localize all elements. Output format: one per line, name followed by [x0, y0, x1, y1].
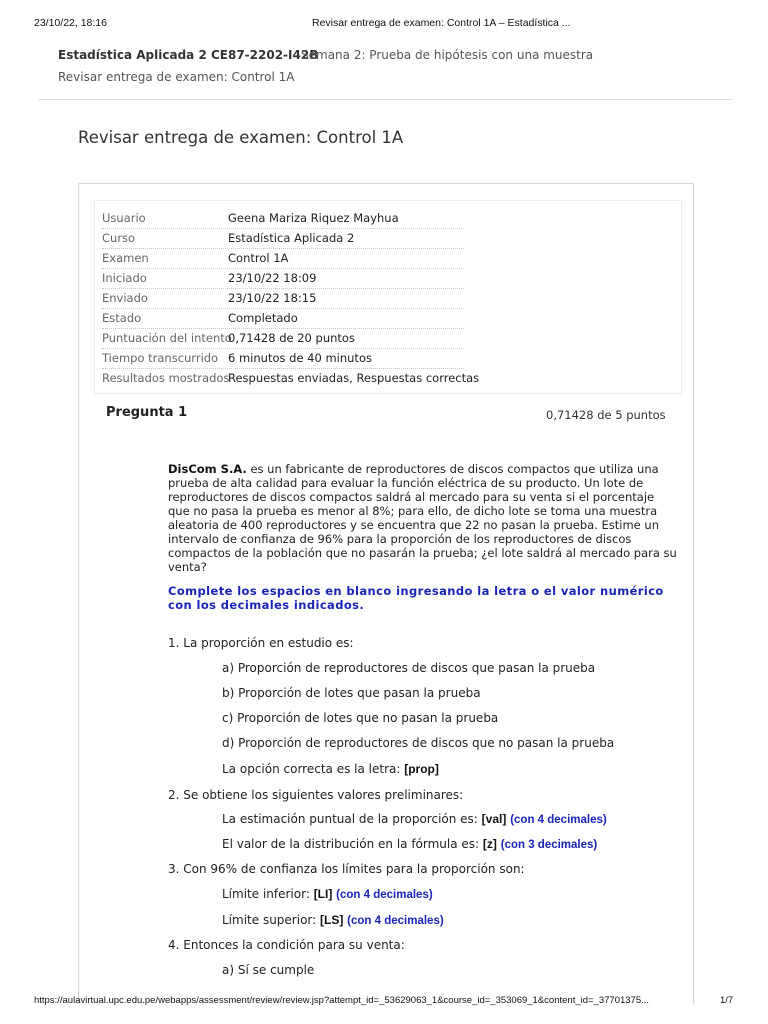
statement-text: es un fabricante de reproductores de discos compactos que utiliza una prueba de alta calidad para evaluar la función eléctrica de su producto. Un lote de reproductores de discos compactos saldrá al mercado para su venta si el porcentaje que no pasa la prueba es menor al 8%; para ello, de dicho lote se toma una muestra aleatoria de 400 reproductores y se encuentra que 22 no pasan la prueba. Estime un intervalo de confianza de 96% para la proporción de los reproductores de discos compactos de la población que no pasarán la prueba; ¿el lote saldrá al mercado para su venta? — [168, 462, 677, 574]
z-value-line — [222, 837, 597, 851]
option-d: d) Proporción de reproductores de discos que no pasan la prueba — [222, 736, 615, 750]
estimate-line — [222, 812, 607, 826]
info-row-curso — [102, 228, 464, 249]
info-row-usuario — [102, 208, 464, 229]
estimate-label: La estimación puntual de la proporción es: — [222, 812, 482, 826]
question-points: 0,71428 de 5 puntos — [546, 408, 666, 422]
option-a: a) Proporción de reproductores de discos que pasan la prueba — [222, 661, 596, 675]
info-key: Puntuación del intento — [102, 331, 232, 345]
item-2: 2. Se obtiene los siguientes valores preliminares: — [168, 788, 464, 802]
item-4: 4. Entonces la condición para su venta: — [168, 938, 405, 952]
print-datetime: 23/10/22, 18:16 — [34, 17, 107, 29]
print-doc-title: Revisar entrega de examen: Control 1A – Estadística ... — [312, 17, 571, 29]
item-3: 3. Con 96% de confianza los límites para la proporción son: — [168, 862, 525, 876]
info-row-estado — [102, 308, 464, 329]
correct-option-line — [222, 762, 439, 776]
decimals-note: (con 4 decimales) — [510, 814, 607, 826]
info-value: Completado — [228, 311, 298, 325]
info-value: Estadística Aplicada 2 — [228, 231, 355, 245]
blank-prop: [prop] — [404, 762, 439, 776]
info-value: Geena Mariza Riquez Mayhua — [228, 211, 399, 225]
info-key: Enviado — [102, 291, 148, 305]
info-key: Tiempo transcurrido — [102, 351, 219, 365]
info-value: Control 1A — [228, 251, 289, 265]
option-c: c) Proporción de lotes que no pasan la prueba — [222, 711, 499, 725]
breadcrumb-course-link[interactable]: Estadística Aplicada 2 CE87-2202-I42B — [58, 48, 319, 62]
question-statement — [168, 462, 678, 574]
option-4a: a) Sí se cumple — [222, 963, 315, 977]
info-value: 23/10/22 18:15 — [228, 291, 317, 305]
info-row-resultados — [102, 368, 480, 388]
question-title: Pregunta 1 — [106, 405, 188, 420]
print-url: https://aulavirtual.upc.edu.pe/webapps/assessment/review/review.jsp?attempt_id=_53629063_1&course_id=_353069_1&content_id=_37701375... — [34, 995, 650, 1006]
info-key: Resultados mostrados — [102, 371, 230, 385]
info-key: Estado — [102, 311, 142, 325]
blank-z: [z] — [482, 837, 497, 851]
info-row-examen — [102, 248, 464, 269]
header-divider — [38, 99, 732, 100]
lower-limit-line — [222, 887, 433, 901]
info-key: Examen — [102, 251, 149, 265]
blank-ls: [LS] — [320, 913, 344, 927]
ls-label: Límite superior: — [222, 913, 320, 927]
item-1: 1. La proporción en estudio es: — [168, 636, 354, 650]
blank-val: [val] — [481, 812, 507, 826]
decimals-note: (con 4 decimales) — [336, 889, 433, 901]
print-page-number: 1/7 — [720, 995, 734, 1006]
info-value: 0,71428 de 20 puntos — [228, 331, 355, 345]
info-key: Curso — [102, 231, 136, 245]
option-b: b) Proporción de lotes que pasan la prueba — [222, 686, 481, 700]
question-instruction: Complete los espacios en blanco ingresando la letra o el valor numérico con los decimales indicados. — [168, 584, 664, 612]
info-key: Usuario — [102, 211, 146, 225]
decimals-note: (con 3 decimales) — [500, 839, 598, 851]
correct-label: La opción correcta es la letra: — [222, 762, 405, 776]
info-value: 23/10/22 18:09 — [228, 271, 317, 285]
blank-li: [LI] — [313, 887, 333, 901]
info-value: Respuestas enviadas, Respuestas correctas — [228, 371, 480, 385]
page-title: Revisar entrega de examen: Control 1A — [78, 128, 404, 147]
upper-limit-line — [222, 913, 444, 927]
breadcrumb-current: Revisar entrega de examen: Control 1A — [58, 70, 295, 84]
info-row-iniciado — [102, 268, 464, 289]
breadcrumb-week-link[interactable]: Semana 2: Prueba de hipótesis con una muestra — [301, 48, 594, 62]
info-row-tiempo — [102, 348, 464, 369]
info-row-enviado — [102, 288, 464, 309]
info-row-puntuacion — [102, 328, 464, 349]
company-name: DisCom S.A. — [168, 462, 247, 476]
info-value: 6 minutos de 40 minutos — [228, 351, 372, 365]
info-key: Iniciado — [102, 271, 147, 285]
li-label: Límite inferior: — [222, 887, 314, 901]
z-label: El valor de la distribución en la fórmula es: — [222, 837, 483, 851]
decimals-note: (con 4 decimales) — [347, 915, 444, 927]
